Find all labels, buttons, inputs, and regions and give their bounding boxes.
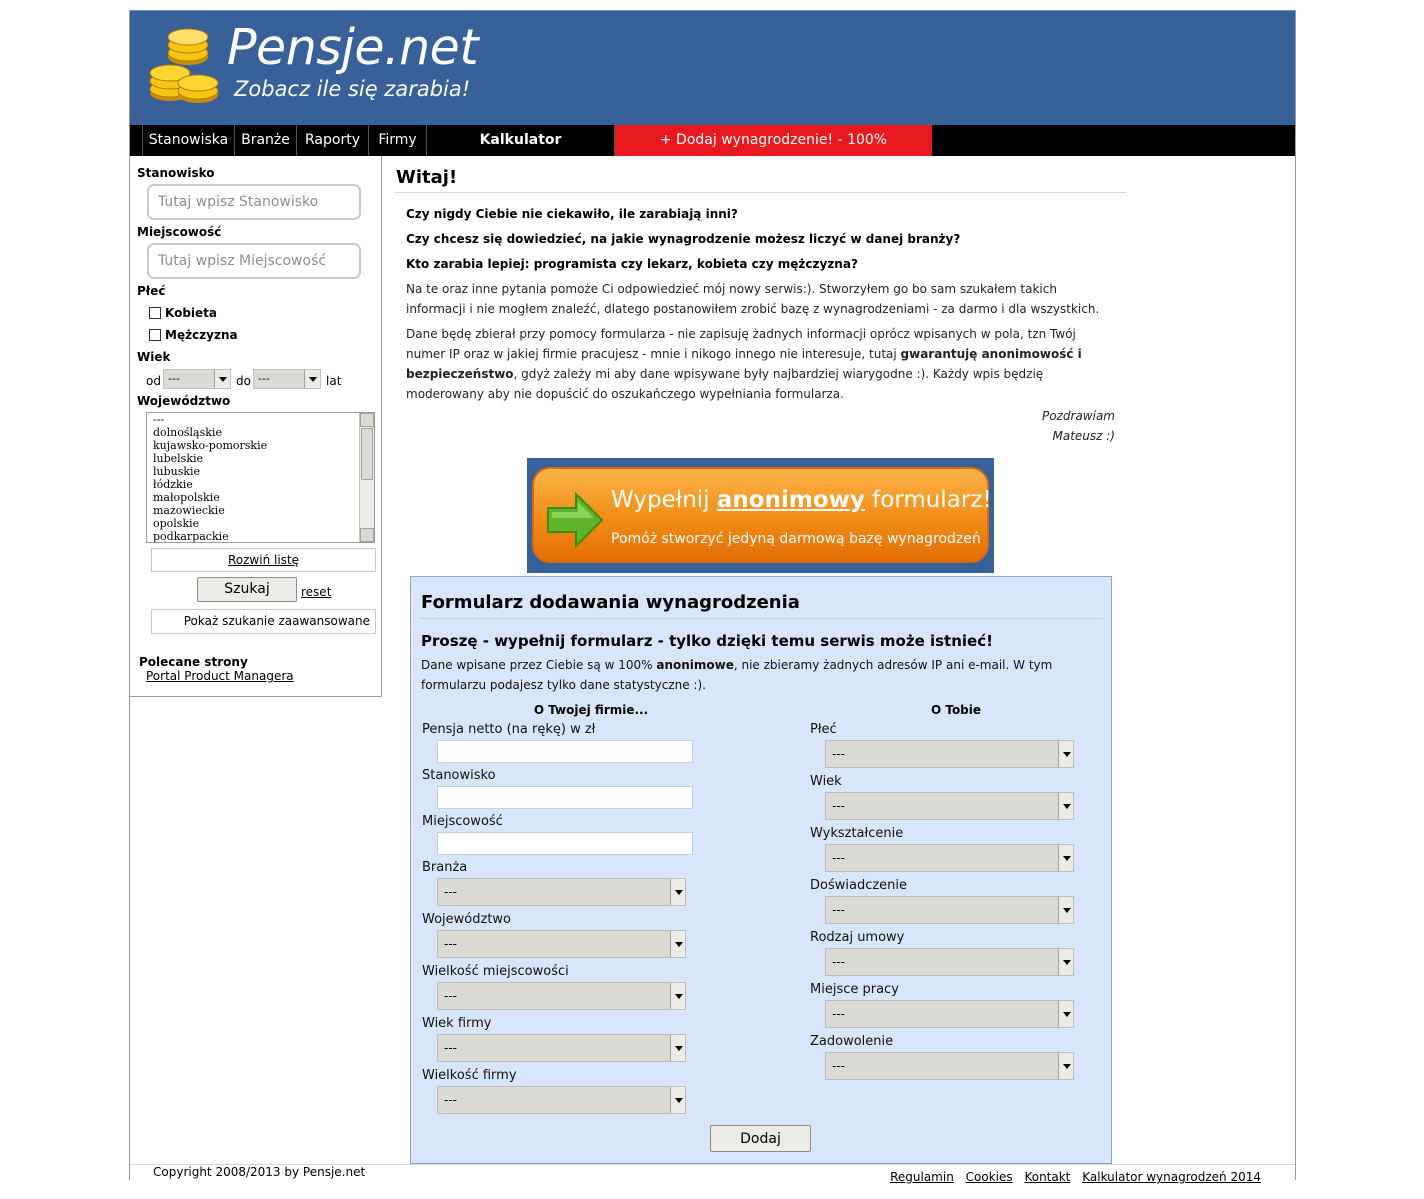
footer-link-kontakt[interactable]: Kontakt: [1024, 1170, 1071, 1184]
form-desc-c: , nie zbieramy żadnych adresów IP ani e-mail. W tym formularzu podajesz tylko dane statystyczne :).: [421, 658, 1053, 692]
wielkosc-miejscowosci-label: Wielkość miejscowości: [422, 964, 569, 979]
wielkosc-firmy-label: Wielkość firmy: [422, 1068, 517, 1083]
wielkosc-miejscowosci-select[interactable]: [437, 982, 686, 1010]
wyksztalcenie-label: Wykształcenie: [810, 826, 904, 841]
banner-headline-c: formularz!: [864, 487, 992, 513]
wojewodztwo-listbox[interactable]: [146, 412, 375, 543]
chevron-down-icon: [1058, 1001, 1073, 1027]
scroll-down-icon[interactable]: [360, 528, 374, 542]
rozwin-liste-box: [151, 548, 376, 572]
doswiadczenie-select[interactable]: [825, 896, 1074, 924]
pensja-label: Pensja netto (na rękę) w zł: [422, 722, 596, 737]
szukanie-zaawansowane-toggle[interactable]: Pokaż szukanie zaawansowane: [151, 609, 376, 634]
chevron-down-icon: [670, 1035, 685, 1061]
footer-link-regulamin[interactable]: Regulamin: [890, 1170, 954, 1184]
branza-select[interactable]: [437, 878, 686, 906]
chevron-down-icon: [304, 370, 320, 388]
chevron-down-icon: [670, 983, 685, 1009]
page-wrapper: [129, 10, 1296, 1184]
plec-label: Płeć: [137, 284, 166, 298]
guarantee-text: gwarantuję anonimowość i bezpieczeństwo: [406, 347, 1082, 381]
chevron-down-icon: [670, 931, 685, 957]
select-value: ---: [832, 903, 845, 917]
column-head-firma: O Twojej firmie...: [533, 703, 649, 717]
scroll-thumb[interactable]: [361, 428, 373, 480]
form-desc-a: Dane wpisane przez Ciebie są w 100%: [421, 658, 657, 672]
nav-firmy[interactable]: Firmy: [368, 125, 426, 156]
miejscowosc-form-input[interactable]: [437, 832, 693, 855]
polecane-label: Polecane strony: [139, 655, 248, 669]
plec-form-select[interactable]: [825, 740, 1074, 768]
chevron-down-icon: [1058, 1053, 1073, 1079]
scroll-up-icon[interactable]: [360, 413, 374, 427]
miejscowosc-form-label: Miejscowość: [422, 814, 503, 829]
welcome-divider: [395, 192, 1126, 193]
wiek-firmy-select[interactable]: [437, 1034, 686, 1062]
doswiadczenie-label: Doświadczenie: [810, 878, 908, 893]
intro-text-c: , gdyż zależy mi aby dane wpisywane były najbardziej wiarygodne :). Każdy wpis będzię moderowany aby nie dopuścić do oszukańczego wypełniania formularza.: [406, 367, 1044, 401]
select-value: ---: [444, 1041, 457, 1055]
wojewodztwo-option[interactable]: łódzkie: [153, 478, 193, 491]
wojewodztwo-form-label: Województwo: [422, 912, 512, 927]
select-value: ---: [832, 955, 845, 969]
search-sidebar: [130, 156, 382, 697]
wiek-do-select[interactable]: [253, 369, 321, 389]
miejscowosc-input[interactable]: Tutaj wpisz Miejscowość: [147, 243, 361, 279]
nav-kalkulator[interactable]: Kalkulator wynagrodzeń: [426, 125, 614, 156]
copyright-text: Copyright 2008/2013 by Pensje.net: [153, 1165, 366, 1179]
intro-paragraph-1: Na te oraz inne pytania pomoże Ci odpowiedzieć mój nowy serwis:). Stworzyłem go bo sam szukałem takich informacji i nie mogłem znaleźć, dlatego postanowiłem zrobić bazę z wynagrodzeniami - za darmo i dla wszystkich.: [406, 282, 1100, 316]
form-description: [421, 655, 1106, 695]
dodaj-button[interactable]: Dodaj: [710, 1125, 811, 1152]
zadowolenie-label: Zadowolenie: [810, 1034, 894, 1049]
footer-link-cookies[interactable]: Cookies: [965, 1170, 1013, 1184]
wiek-do-value: ---: [258, 372, 270, 385]
mezczyzna-checkbox[interactable]: [149, 329, 161, 341]
site-slogan: Zobacz ile się zarabia!: [234, 77, 471, 101]
form-divider: [419, 618, 1102, 619]
nav-stanowiska[interactable]: Stanowiska: [142, 125, 234, 156]
banner-headline: [611, 487, 992, 513]
intro-paragraph-2: [406, 324, 1111, 404]
szukaj-button[interactable]: Szukaj: [197, 577, 297, 602]
select-value: ---: [832, 1007, 845, 1021]
form-title: Formularz dodawania wynagrodzenia: [421, 592, 800, 613]
wiek-form-label: Wiek: [810, 774, 842, 789]
signature-greeting: Pozdrawiam: [1042, 409, 1115, 423]
pensja-input[interactable]: [437, 740, 693, 763]
salary-form: [410, 576, 1112, 1164]
chevron-down-icon: [1058, 741, 1073, 767]
banner-subline: Pomóż stworzyć jedyną darmową bazę wynagrodzeń: [611, 531, 981, 547]
column-head-ty: O Tobie: [930, 703, 982, 717]
form-subtitle: Proszę - wypełnij formularz - tylko dzięki temu serwis może istnieć!: [421, 632, 993, 650]
chevron-down-icon: [1058, 897, 1073, 923]
stanowisko-label: Stanowisko: [137, 166, 215, 180]
banner-headline-a: Wypełnij: [611, 487, 717, 513]
welcome-title: Witaj!: [396, 167, 458, 188]
select-value: ---: [444, 1093, 457, 1107]
intro-text-a: Dane będę zbierał przy pomocy formularza - nie zapisuję żadnych informacji oprócz wpisanych w pola, tzn Twój numer IP oraz w jakiej firmie pracujesz - mnie i nikogo innego nie interesuje, tutaj: [406, 327, 1076, 361]
reset-link[interactable]: reset: [301, 585, 332, 599]
nav-branze[interactable]: Branże: [234, 125, 296, 156]
wojewodztwo-option[interactable]: ---: [153, 413, 165, 426]
wojewodztwo-label: Województwo: [137, 394, 231, 408]
signature-name: Mateusz :): [1052, 429, 1115, 443]
stanowisko-form-label: Stanowisko: [422, 768, 496, 783]
rodzaj-umowy-select[interactable]: [825, 948, 1074, 976]
wojewodztwo-option[interactable]: małopolskie: [153, 491, 220, 504]
wojewodztwo-option[interactable]: lubelskie: [153, 452, 204, 465]
miejscowosc-label: Miejscowość: [137, 225, 222, 239]
branza-label: Branża: [422, 860, 468, 875]
kobieta-option[interactable]: [149, 306, 217, 320]
rodzaj-umowy-label: Rodzaj umowy: [810, 930, 905, 945]
mezczyzna-label: Mężczyzna: [165, 328, 238, 342]
wiek-form-select[interactable]: [825, 792, 1074, 820]
footer-links: [882, 1170, 1261, 1184]
form-banner-button[interactable]: [532, 467, 992, 563]
question-2: Czy chcesz się dowiedzieć, na jakie wynagrodzenie możesz liczyć w danej branży?: [406, 232, 961, 246]
plec-form-label: Płeć: [810, 722, 837, 737]
wiek-firmy-label: Wiek firmy: [422, 1016, 492, 1031]
kobieta-checkbox[interactable]: [149, 307, 161, 319]
chevron-down-icon: [670, 1087, 685, 1113]
select-value: ---: [832, 1059, 845, 1073]
stanowisko-form-input[interactable]: [437, 786, 693, 809]
wojewodztwo-scrollbar[interactable]: [359, 413, 374, 542]
chevron-down-icon: [1058, 845, 1073, 871]
wojewodztwo-option[interactable]: mazowieckie: [153, 504, 225, 517]
rozwin-liste-link[interactable]: Rozwiń listę: [227, 553, 299, 567]
wojewodztwo-option[interactable]: opolskie: [153, 517, 200, 530]
wiek-label: Wiek: [137, 350, 171, 364]
chevron-down-icon: [670, 879, 685, 905]
wojewodztwo-option[interactable]: dolnośląskie: [153, 426, 222, 439]
wojewodztwo-option[interactable]: kujawsko-pomorskie: [153, 439, 268, 452]
select-value: ---: [444, 885, 457, 899]
wielkosc-firmy-select[interactable]: [437, 1086, 686, 1114]
question-3: Kto zarabia lepiej: programista czy lekarz, kobieta czy mężczyzna?: [406, 257, 858, 271]
mezczyzna-option[interactable]: [149, 328, 238, 342]
wiek-lat-text: lat: [326, 374, 342, 388]
select-value: ---: [832, 747, 845, 761]
banner-headline-b: anonimowy: [716, 487, 865, 513]
wojewodztwo-option[interactable]: podkarpackie: [153, 530, 229, 543]
arrow-right-icon: [546, 492, 604, 548]
wojewodztwo-form-select[interactable]: [437, 930, 686, 958]
polecane-link[interactable]: Portal Product Managera: [146, 669, 294, 683]
miejsce-pracy-label: Miejsce pracy: [810, 982, 899, 997]
wyksztalcenie-select[interactable]: [825, 844, 1074, 872]
footer-link-kalkulator[interactable]: Kalkulator wynagrodzeń 2014: [1082, 1170, 1261, 1184]
form-banner[interactable]: [527, 458, 994, 573]
select-value: ---: [832, 851, 845, 865]
site-header: [130, 10, 1295, 125]
zadowolenie-select[interactable]: [825, 1052, 1074, 1080]
miejsce-pracy-select[interactable]: [825, 1000, 1074, 1028]
site-title[interactable]: Pensje.net: [227, 19, 479, 76]
wiek-od-text: od: [146, 374, 161, 388]
kobieta-label: Kobieta: [165, 306, 218, 320]
wiek-od-value: ---: [168, 372, 180, 385]
coins-logo-icon: [148, 27, 223, 107]
question-1: Czy nigdy Ciebie nie ciekawiło, ile zarabiają inni?: [406, 207, 738, 221]
select-value: ---: [832, 799, 845, 813]
nav-dodaj-wynagrodzenie[interactable]: + Dodaj wynagrodzenie! - 100% anonimowości!: [614, 125, 932, 156]
nav-raporty[interactable]: Raporty: [296, 125, 368, 156]
chevron-down-icon: [1058, 793, 1073, 819]
wojewodztwo-option[interactable]: lubuskie: [153, 465, 201, 478]
select-value: ---: [444, 989, 457, 1003]
wiek-od-select[interactable]: [163, 369, 231, 389]
wiek-do-text: do: [236, 374, 251, 388]
chevron-down-icon: [214, 370, 230, 388]
chevron-down-icon: [1058, 949, 1073, 975]
form-desc-b: anonimowe: [656, 658, 734, 672]
select-value: ---: [444, 937, 457, 951]
stanowisko-input[interactable]: Tutaj wpisz Stanowisko: [147, 184, 361, 220]
